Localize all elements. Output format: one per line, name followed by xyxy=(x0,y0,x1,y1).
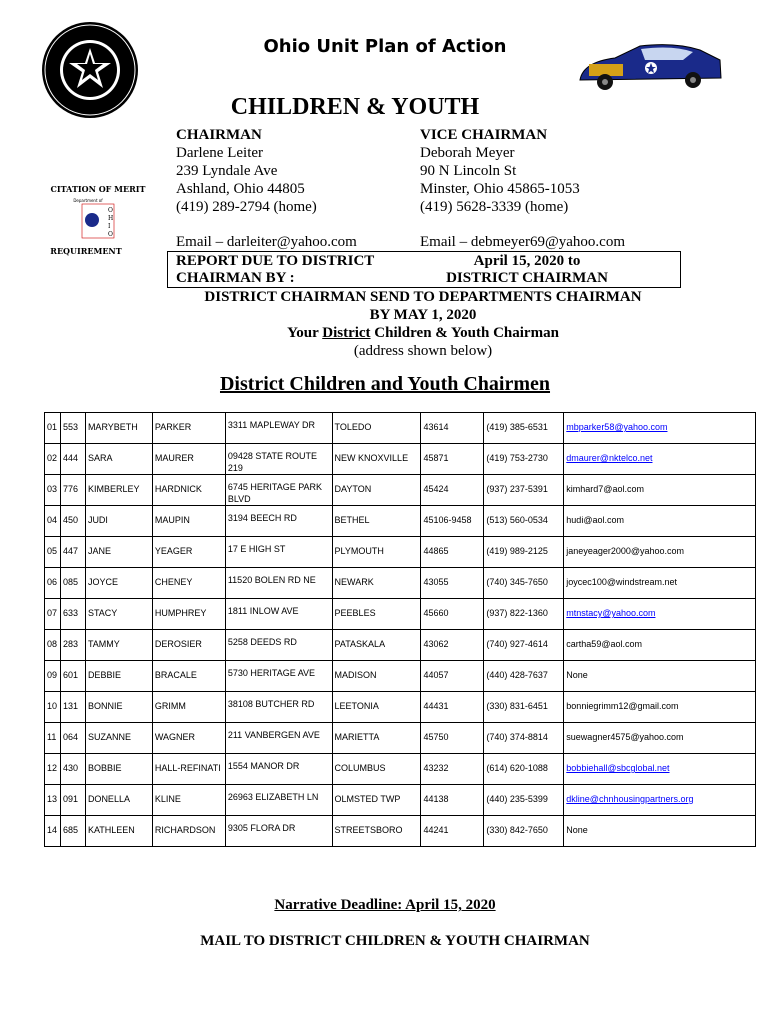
table-row xyxy=(45,506,756,537)
merit-title: CITATION OF MERIT xyxy=(50,184,146,194)
district-cell: 12 xyxy=(45,754,61,785)
last-name-cell: MAURER xyxy=(152,444,225,475)
send-instructions xyxy=(160,288,686,360)
address-cell: 11520 BOLEN RD NE xyxy=(225,568,332,599)
email-cell: hudi@aol.com xyxy=(564,506,756,537)
address-cell: 3194 BEECH RD xyxy=(225,506,332,537)
district-cell: 08 xyxy=(45,630,61,661)
district-cell: 02 xyxy=(45,444,61,475)
phone-cell: (740) 345-7650 xyxy=(484,568,564,599)
table-row xyxy=(45,661,756,692)
city-cell: OLMSTED TWP xyxy=(332,785,421,816)
email-cell[interactable]: mtnstacy@yahoo.com xyxy=(564,599,756,630)
table-row xyxy=(45,444,756,475)
last-name-cell: GRIMM xyxy=(152,692,225,723)
post-cell: 601 xyxy=(60,661,85,692)
zip-cell: 44865 xyxy=(421,537,484,568)
post-cell: 553 xyxy=(60,413,85,444)
first-name-cell: DONELLA xyxy=(85,785,152,816)
address-cell: 38108 BUTCHER RD xyxy=(225,692,332,723)
zip-cell: 44241 xyxy=(421,816,484,847)
city-cell: MARIETTA xyxy=(332,723,421,754)
address-cell: 3311 MAPLEWAY DR xyxy=(225,413,332,444)
table-row xyxy=(45,785,756,816)
email-cell: None xyxy=(564,816,756,847)
last-name-cell: CHENEY xyxy=(152,568,225,599)
district-heading: District Children and Youth Chairmen xyxy=(219,373,551,395)
address-cell: 1554 MANOR DR xyxy=(225,754,332,785)
email-cell: joycec100@windstream.net xyxy=(564,568,756,599)
vice-chairman-phone: (419) 5628-3339 (home) xyxy=(420,199,569,215)
send-line4: (address shown below) xyxy=(353,343,493,359)
chairman-label: CHAIRMAN xyxy=(176,127,262,143)
zip-cell: 43055 xyxy=(421,568,484,599)
post-cell: 444 xyxy=(60,444,85,475)
report-date: April 15, 2020 to xyxy=(473,253,581,269)
district-cell: 01 xyxy=(45,413,61,444)
address-cell: 17 E HIGH ST xyxy=(225,537,332,568)
table-row xyxy=(45,692,756,723)
first-name-cell: BOBBIE xyxy=(85,754,152,785)
table-row xyxy=(45,816,756,847)
district-cell: 05 xyxy=(45,537,61,568)
address-cell: 5258 DEEDS RD xyxy=(225,630,332,661)
svg-text:O: O xyxy=(108,207,113,214)
city-cell: PATASKALA xyxy=(332,630,421,661)
last-name-cell: HARDNICK xyxy=(152,475,225,506)
svg-text:H: H xyxy=(108,215,114,222)
first-name-cell: BONNIE xyxy=(85,692,152,723)
zip-cell: 45660 xyxy=(421,599,484,630)
city-cell: PLYMOUTH xyxy=(332,537,421,568)
address-cell: 211 VANBERGEN AVE xyxy=(225,723,332,754)
svg-text:O: O xyxy=(108,231,113,238)
zip-cell: 45871 xyxy=(421,444,484,475)
city-cell: MADISON xyxy=(332,661,421,692)
post-cell: 085 xyxy=(60,568,85,599)
first-name-cell: KATHLEEN xyxy=(85,816,152,847)
last-name-cell: DEROSIER xyxy=(152,630,225,661)
table-row xyxy=(45,475,756,506)
zip-cell: 43232 xyxy=(421,754,484,785)
post-cell: 283 xyxy=(60,630,85,661)
main-title: CHILDREN & YOUTH xyxy=(230,94,480,120)
vice-chairman-label: VICE CHAIRMAN xyxy=(420,127,548,143)
first-name-cell: KIMBERLEY xyxy=(85,475,152,506)
zip-cell: 43062 xyxy=(421,630,484,661)
chairman-city: Ashland, Ohio 44805 xyxy=(176,181,305,197)
zip-cell: 45424 xyxy=(421,475,484,506)
phone-cell: (330) 831-6451 xyxy=(484,692,564,723)
phone-cell: (330) 842-7650 xyxy=(484,816,564,847)
svg-text:REQUIREMENT: REQUIREMENT xyxy=(50,246,122,256)
report-due-box xyxy=(167,251,681,288)
first-name-cell: JUDI xyxy=(85,506,152,537)
phone-cell: (937) 237-5391 xyxy=(484,475,564,506)
email-cell[interactable]: dkline@chnhousingpartners.org xyxy=(564,785,756,816)
city-cell: PEEBLES xyxy=(332,599,421,630)
district-cell: 10 xyxy=(45,692,61,723)
last-name-cell: HALL-REFINATI xyxy=(152,754,225,785)
phone-cell: (614) 620-1088 xyxy=(484,754,564,785)
table-row xyxy=(45,568,756,599)
city-cell: DAYTON xyxy=(332,475,421,506)
district-cell: 04 xyxy=(45,506,61,537)
last-name-cell: KLINE xyxy=(152,785,225,816)
table-row xyxy=(45,723,756,754)
chairman-phone: (419) 289-2794 (home) xyxy=(176,199,317,215)
email-cell: cartha59@aol.com xyxy=(564,630,756,661)
email-cell: None xyxy=(564,661,756,692)
email-cell[interactable]: mbparker58@yahoo.com xyxy=(564,413,756,444)
first-name-cell: SUZANNE xyxy=(85,723,152,754)
email-cell: suewagner4575@yahoo.com xyxy=(564,723,756,754)
vice-chairman-name: Deborah Meyer xyxy=(420,145,515,161)
phone-cell: (440) 235-5399 xyxy=(484,785,564,816)
last-name-cell: RICHARDSON xyxy=(152,816,225,847)
last-name-cell: WAGNER xyxy=(152,723,225,754)
report-label-line1: REPORT DUE TO DISTRICT xyxy=(176,253,375,269)
email-cell: bonniegrimm12@gmail.com xyxy=(564,692,756,723)
race-car-image xyxy=(575,40,725,95)
svg-text:I: I xyxy=(108,223,111,230)
phone-cell: (440) 428-7637 xyxy=(484,661,564,692)
report-label-line2: CHAIRMAN BY : xyxy=(176,270,295,286)
chairman-block xyxy=(176,126,416,216)
first-name-cell: DEBBIE xyxy=(85,661,152,692)
chairman-name: Darlene Leiter xyxy=(176,145,264,161)
vice-chairman-city: Minster, Ohio 45865-1053 xyxy=(420,181,580,197)
zip-cell: 44431 xyxy=(421,692,484,723)
phone-cell: (740) 374-8814 xyxy=(484,723,564,754)
post-cell: 064 xyxy=(60,723,85,754)
last-name-cell: PARKER xyxy=(152,413,225,444)
phone-cell: (419) 385-6531 xyxy=(484,413,564,444)
send-line1: DISTRICT CHAIRMAN SEND TO DEPARTMENTS CHAIRMAN xyxy=(204,289,642,305)
email-cell[interactable]: bobbiehall@sbcglobal.net xyxy=(564,754,756,785)
address-cell: 6745 HERITAGE PARK BLVD xyxy=(225,475,332,506)
address-cell: 5730 HERITAGE AVE xyxy=(225,661,332,692)
first-name-cell: TAMMY xyxy=(85,630,152,661)
narrative-deadline: Narrative Deadline: April 15, 2020 xyxy=(274,897,496,913)
city-cell: LEETONIA xyxy=(332,692,421,723)
last-name-cell: BRACALE xyxy=(152,661,225,692)
chairman-street: 239 Lyndale Ave xyxy=(176,163,278,179)
send-line3: Your District Children & Youth Chairman xyxy=(287,325,559,341)
vice-chairman-street: 90 N Lincoln St xyxy=(420,163,517,179)
address-cell: 9305 FLORA DR xyxy=(225,816,332,847)
report-recipient: DISTRICT CHAIRMAN xyxy=(446,270,608,286)
first-name-cell: MARYBETH xyxy=(85,413,152,444)
table-row xyxy=(45,413,756,444)
address-cell: 09428 STATE ROUTE 219 xyxy=(225,444,332,475)
vice-chairman-email[interactable]: Email – debmeyer69@yahoo.com xyxy=(420,234,626,250)
district-cell: 07 xyxy=(45,599,61,630)
chairman-email[interactable]: Email – darleiter@yahoo.com xyxy=(176,234,357,250)
post-cell: 633 xyxy=(60,599,85,630)
email-cell: kimhard7@aol.com xyxy=(564,475,756,506)
post-cell: 430 xyxy=(60,754,85,785)
first-name-cell: STACY xyxy=(85,599,152,630)
first-name-cell: SARA xyxy=(85,444,152,475)
zip-cell: 45750 xyxy=(421,723,484,754)
post-cell: 776 xyxy=(60,475,85,506)
post-cell: 685 xyxy=(60,816,85,847)
table-row xyxy=(45,537,756,568)
mail-instruction: MAIL TO DISTRICT CHILDREN & YOUTH CHAIRMAN xyxy=(200,933,590,949)
zip-cell: 44138 xyxy=(421,785,484,816)
district-chairmen-table xyxy=(44,412,756,847)
district-cell: 11 xyxy=(45,723,61,754)
zip-cell: 44057 xyxy=(421,661,484,692)
first-name-cell: JOYCE xyxy=(85,568,152,599)
phone-cell: (419) 989-2125 xyxy=(484,537,564,568)
email-cell: janeyeager2000@yahoo.com xyxy=(564,537,756,568)
post-cell: 131 xyxy=(60,692,85,723)
zip-cell: 45106-9458 xyxy=(421,506,484,537)
first-name-cell: JANE xyxy=(85,537,152,568)
district-cell: 14 xyxy=(45,816,61,847)
city-cell: TOLEDO xyxy=(332,413,421,444)
district-cell: 03 xyxy=(45,475,61,506)
address-cell: 1811 INLOW AVE xyxy=(225,599,332,630)
post-cell: 447 xyxy=(60,537,85,568)
svg-text:Department of: Department of xyxy=(73,198,103,203)
table-row xyxy=(45,599,756,630)
table-row xyxy=(45,630,756,661)
last-name-cell: MAUPIN xyxy=(152,506,225,537)
last-name-cell: YEAGER xyxy=(152,537,225,568)
post-cell: 450 xyxy=(60,506,85,537)
email-cell[interactable]: dmaurer@nktelco.net xyxy=(564,444,756,475)
city-cell: NEW KNOXVILLE xyxy=(332,444,421,475)
phone-cell: (419) 753-2730 xyxy=(484,444,564,475)
phone-cell: (740) 927-4614 xyxy=(484,630,564,661)
city-cell: NEWARK xyxy=(332,568,421,599)
send-line2: BY MAY 1, 2020 xyxy=(369,307,477,323)
district-cell: 06 xyxy=(45,568,61,599)
post-cell: 091 xyxy=(60,785,85,816)
header-title: Ohio Unit Plan of Action xyxy=(263,36,507,57)
phone-cell: (937) 822-1360 xyxy=(484,599,564,630)
district-cell: 09 xyxy=(45,661,61,692)
city-cell: COLUMBUS xyxy=(332,754,421,785)
table-row xyxy=(45,754,756,785)
phone-cell: (513) 560-0534 xyxy=(484,506,564,537)
vice-chairman-block xyxy=(420,126,680,216)
address-cell: 26963 ELIZABETH LN xyxy=(225,785,332,816)
city-cell: STREETSBORO xyxy=(332,816,421,847)
city-cell: BETHEL xyxy=(332,506,421,537)
zip-cell: 43614 xyxy=(421,413,484,444)
district-cell: 13 xyxy=(45,785,61,816)
last-name-cell: HUMPHREY xyxy=(152,599,225,630)
citation-of-merit-badge xyxy=(48,180,148,260)
